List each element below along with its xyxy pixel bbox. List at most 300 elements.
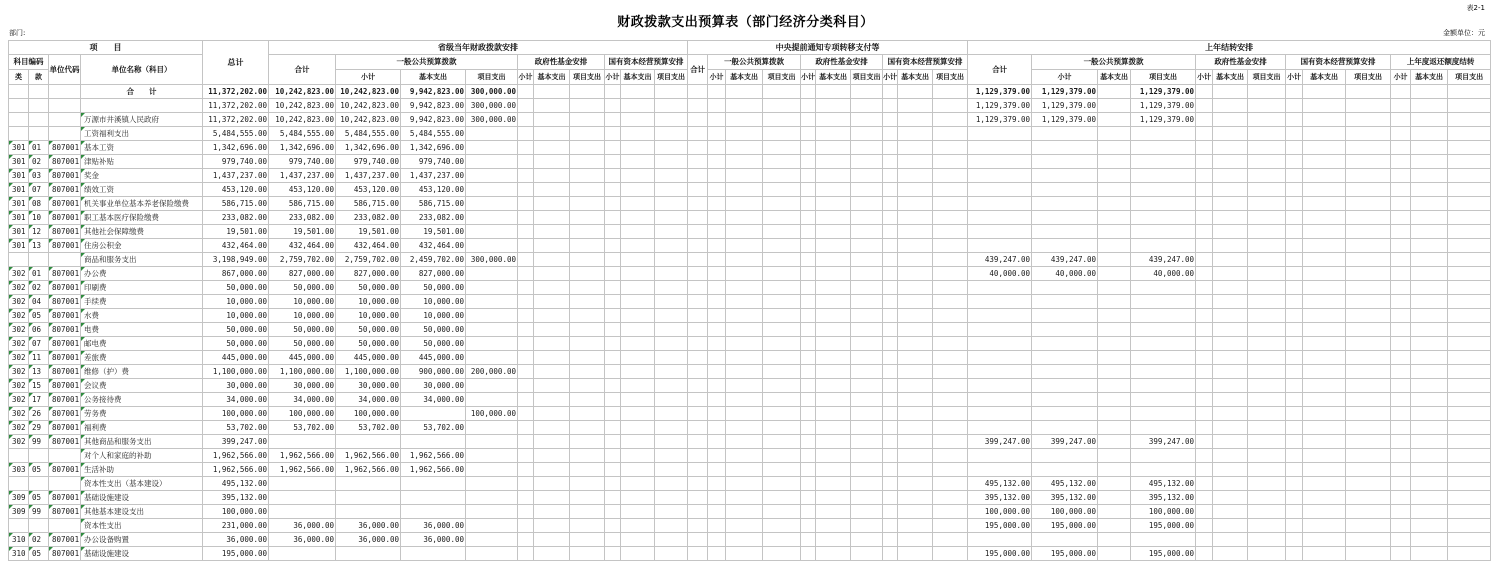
cell-prov-gen-basic[interactable]: 1,437,237.00: [401, 169, 466, 183]
cell-prov-state-basic[interactable]: [621, 85, 655, 99]
cell-prior-fund-basic[interactable]: [1213, 337, 1248, 351]
cell-cen-gen-proj[interactable]: [763, 505, 801, 519]
cell-cen-gen-basic[interactable]: [726, 169, 763, 183]
cell-cen-fund-basic[interactable]: [816, 113, 851, 127]
cell-prior-return-sub[interactable]: [1391, 253, 1411, 267]
cell-cen-gen-sub[interactable]: [708, 197, 726, 211]
cell-prior-fund-proj[interactable]: [1248, 379, 1286, 393]
cell-prior-fund-sub[interactable]: [1196, 99, 1213, 113]
cell-cen-gen-basic[interactable]: [726, 533, 763, 547]
cell-prior-fund-sub[interactable]: [1196, 393, 1213, 407]
cell-cen-fund-sub[interactable]: [801, 85, 816, 99]
cell-cen-fund-proj[interactable]: [851, 197, 883, 211]
cell-cen-state-sub[interactable]: [883, 421, 898, 435]
cell-prior-gen-sub[interactable]: [1032, 323, 1098, 337]
cell-prior-total[interactable]: 195,000.00: [968, 547, 1032, 561]
cell-prior-return-basic[interactable]: [1411, 113, 1448, 127]
cell-total[interactable]: 432,464.00: [203, 239, 269, 253]
cell-prior-total[interactable]: [968, 533, 1032, 547]
cell-prior-gen-basic[interactable]: [1098, 491, 1131, 505]
cell-prior-fund-sub[interactable]: [1196, 351, 1213, 365]
cell-prov-gen-proj[interactable]: [466, 225, 518, 239]
header-prior-state-sub[interactable]: 小计: [1286, 70, 1303, 85]
cell-unit-code[interactable]: 807001: [49, 533, 81, 547]
cell-prior-total[interactable]: 439,247.00: [968, 253, 1032, 267]
cell-prov-fund-proj[interactable]: [570, 435, 605, 449]
cell-prior-fund-basic[interactable]: [1213, 99, 1248, 113]
cell-cen-fund-basic[interactable]: [816, 141, 851, 155]
cell-prior-total[interactable]: [968, 407, 1032, 421]
cell-cen-fund-sub[interactable]: [801, 407, 816, 421]
cell-prov-gen-basic[interactable]: 233,082.00: [401, 211, 466, 225]
cell-prov-state-sub[interactable]: [605, 351, 621, 365]
cell-prov-fund-basic[interactable]: [534, 463, 570, 477]
cell-prov-gen-basic[interactable]: 2,459,702.00: [401, 253, 466, 267]
cell-prior-fund-proj[interactable]: [1248, 281, 1286, 295]
cell-prior-state-basic[interactable]: [1303, 281, 1346, 295]
cell-prior-fund-basic[interactable]: [1213, 169, 1248, 183]
cell-cen-fund-basic[interactable]: [816, 267, 851, 281]
cell-prior-return-proj[interactable]: [1448, 505, 1491, 519]
header-cen-gen[interactable]: 一般公共预算拨款: [708, 55, 801, 70]
cell-prov-gen-proj[interactable]: [466, 211, 518, 225]
cell-cen-state-proj[interactable]: [933, 337, 968, 351]
cell-cen-gen-sub[interactable]: [708, 267, 726, 281]
cell-prior-return-proj[interactable]: [1448, 113, 1491, 127]
cell-prov-state-sub[interactable]: [605, 477, 621, 491]
cell-prov-fund-sub[interactable]: [518, 421, 534, 435]
cell-prior-return-basic[interactable]: [1411, 309, 1448, 323]
cell-prov-state-basic[interactable]: [621, 449, 655, 463]
cell-prior-state-sub[interactable]: [1286, 421, 1303, 435]
cell-prior-gen-proj[interactable]: [1131, 463, 1196, 477]
cell-prior-state-proj[interactable]: [1346, 85, 1391, 99]
cell-prov-fund-basic[interactable]: [534, 211, 570, 225]
cell-prov-fund-basic[interactable]: [534, 309, 570, 323]
header-group-cen[interactable]: 中央提前通知专项转移支付等: [688, 41, 968, 55]
cell-prior-gen-sub[interactable]: 195,000.00: [1032, 547, 1098, 561]
cell-section[interactable]: 13: [29, 365, 49, 379]
cell-cen-fund-sub[interactable]: [801, 127, 816, 141]
cell-cen-fund-basic[interactable]: [816, 393, 851, 407]
cell-cen-state-proj[interactable]: [933, 351, 968, 365]
cell-prior-gen-basic[interactable]: [1098, 295, 1131, 309]
header-cen-total[interactable]: 合计: [688, 55, 708, 85]
cell-prior-gen-basic[interactable]: [1098, 421, 1131, 435]
cell-cen-gen-basic[interactable]: [726, 183, 763, 197]
cell-prior-return-basic[interactable]: [1411, 421, 1448, 435]
cell-prior-gen-proj[interactable]: 395,132.00: [1131, 491, 1196, 505]
cell-prov-fund-sub[interactable]: [518, 99, 534, 113]
cell-cen-total[interactable]: [688, 365, 708, 379]
cell-prior-state-basic[interactable]: [1303, 197, 1346, 211]
cell-prior-state-proj[interactable]: [1346, 421, 1391, 435]
cell-prior-return-sub[interactable]: [1391, 351, 1411, 365]
cell-cen-fund-sub[interactable]: [801, 197, 816, 211]
cell-cen-fund-sub[interactable]: [801, 533, 816, 547]
cell-prov-fund-proj[interactable]: [570, 141, 605, 155]
cell-class[interactable]: [9, 113, 29, 127]
cell-prior-total[interactable]: [968, 365, 1032, 379]
cell-cen-state-sub[interactable]: [883, 155, 898, 169]
cell-prior-fund-basic[interactable]: [1213, 491, 1248, 505]
cell-prior-fund-sub[interactable]: [1196, 463, 1213, 477]
cell-prior-gen-proj[interactable]: [1131, 169, 1196, 183]
header-prior-fund-proj[interactable]: 项目支出: [1248, 70, 1286, 85]
cell-prior-fund-basic[interactable]: [1213, 505, 1248, 519]
cell-prior-return-proj[interactable]: [1448, 127, 1491, 141]
cell-prior-state-basic[interactable]: [1303, 169, 1346, 183]
cell-prov-fund-sub[interactable]: [518, 365, 534, 379]
cell-prov-gen-basic[interactable]: 10,000.00: [401, 295, 466, 309]
cell-prior-total[interactable]: 40,000.00: [968, 267, 1032, 281]
cell-prior-fund-basic[interactable]: [1213, 477, 1248, 491]
cell-total[interactable]: 1,437,237.00: [203, 169, 269, 183]
cell-unit-code[interactable]: 807001: [49, 337, 81, 351]
cell-prior-return-proj[interactable]: [1448, 421, 1491, 435]
cell-prior-fund-proj[interactable]: [1248, 337, 1286, 351]
cell-cen-fund-proj[interactable]: [851, 407, 883, 421]
cell-prior-state-sub[interactable]: [1286, 239, 1303, 253]
cell-cen-total[interactable]: [688, 211, 708, 225]
cell-prov-fund-proj[interactable]: [570, 169, 605, 183]
cell-prior-fund-proj[interactable]: [1248, 267, 1286, 281]
cell-prov-fund-sub[interactable]: [518, 477, 534, 491]
cell-prior-return-proj[interactable]: [1448, 365, 1491, 379]
cell-prior-gen-sub[interactable]: [1032, 225, 1098, 239]
cell-class[interactable]: [9, 477, 29, 491]
cell-prov-gen-sub[interactable]: 586,715.00: [336, 197, 401, 211]
cell-cen-gen-proj[interactable]: [763, 239, 801, 253]
cell-prior-fund-basic[interactable]: [1213, 449, 1248, 463]
cell-section[interactable]: 29: [29, 421, 49, 435]
cell-cen-state-sub[interactable]: [883, 519, 898, 533]
cell-unit-name[interactable]: 工资福利支出: [81, 127, 203, 141]
cell-section[interactable]: 10: [29, 211, 49, 225]
cell-total[interactable]: 1,100,000.00: [203, 365, 269, 379]
cell-prior-gen-basic[interactable]: [1098, 141, 1131, 155]
cell-prov-fund-sub[interactable]: [518, 547, 534, 561]
cell-prior-gen-sub[interactable]: [1032, 211, 1098, 225]
cell-prov-gen-basic[interactable]: 827,000.00: [401, 267, 466, 281]
cell-prov-state-sub[interactable]: [605, 337, 621, 351]
cell-unit-name[interactable]: 绩效工资: [81, 183, 203, 197]
cell-prior-fund-basic[interactable]: [1213, 281, 1248, 295]
cell-prov-state-proj[interactable]: [655, 127, 688, 141]
cell-prov-state-sub[interactable]: [605, 393, 621, 407]
cell-unit-name[interactable]: 对个人和家庭的补助: [81, 449, 203, 463]
cell-prov-gen-basic[interactable]: 453,120.00: [401, 183, 466, 197]
cell-prior-fund-basic[interactable]: [1213, 295, 1248, 309]
cell-prior-gen-sub[interactable]: [1032, 127, 1098, 141]
cell-prior-gen-proj[interactable]: [1131, 365, 1196, 379]
cell-prior-state-sub[interactable]: [1286, 267, 1303, 281]
cell-cen-fund-basic[interactable]: [816, 519, 851, 533]
cell-prov-gen-proj[interactable]: [466, 435, 518, 449]
cell-cen-state-sub[interactable]: [883, 351, 898, 365]
cell-class[interactable]: 302: [9, 281, 29, 295]
cell-cen-gen-basic[interactable]: [726, 505, 763, 519]
cell-prov-fund-proj[interactable]: [570, 309, 605, 323]
header-cen-gen-sub[interactable]: 小计: [708, 70, 726, 85]
cell-prov-fund-sub[interactable]: [518, 239, 534, 253]
cell-unit-code[interactable]: [49, 127, 81, 141]
cell-cen-gen-sub[interactable]: [708, 183, 726, 197]
cell-prior-fund-basic[interactable]: [1213, 141, 1248, 155]
cell-unit-code[interactable]: 807001: [49, 547, 81, 561]
cell-prior-state-proj[interactable]: [1346, 477, 1391, 491]
cell-section[interactable]: 05: [29, 309, 49, 323]
cell-prior-total[interactable]: [968, 211, 1032, 225]
cell-total[interactable]: 453,120.00: [203, 183, 269, 197]
cell-prior-gen-basic[interactable]: [1098, 253, 1131, 267]
cell-cen-state-basic[interactable]: [898, 365, 933, 379]
cell-prior-fund-proj[interactable]: [1248, 533, 1286, 547]
cell-cen-gen-sub[interactable]: [708, 323, 726, 337]
cell-prov-total[interactable]: 36,000.00: [269, 533, 336, 547]
cell-cen-gen-sub[interactable]: [708, 407, 726, 421]
cell-prov-gen-basic[interactable]: [401, 547, 466, 561]
cell-cen-gen-basic[interactable]: [726, 463, 763, 477]
cell-prior-fund-sub[interactable]: [1196, 253, 1213, 267]
cell-unit-code[interactable]: [49, 519, 81, 533]
cell-prior-state-proj[interactable]: [1346, 211, 1391, 225]
cell-section[interactable]: 15: [29, 379, 49, 393]
cell-prior-state-proj[interactable]: [1346, 239, 1391, 253]
cell-section[interactable]: 04: [29, 295, 49, 309]
cell-cen-fund-proj[interactable]: [851, 239, 883, 253]
cell-prior-state-sub[interactable]: [1286, 393, 1303, 407]
cell-cen-fund-sub[interactable]: [801, 379, 816, 393]
cell-class[interactable]: 301: [9, 239, 29, 253]
cell-total[interactable]: 53,702.00: [203, 421, 269, 435]
cell-cen-state-basic[interactable]: [898, 239, 933, 253]
cell-prov-gen-sub[interactable]: [336, 505, 401, 519]
cell-unit-name[interactable]: 维修（护）费: [81, 365, 203, 379]
cell-prior-state-basic[interactable]: [1303, 127, 1346, 141]
cell-prior-return-sub[interactable]: [1391, 113, 1411, 127]
cell-prior-state-sub[interactable]: [1286, 407, 1303, 421]
cell-prov-state-sub[interactable]: [605, 449, 621, 463]
cell-prior-return-proj[interactable]: [1448, 239, 1491, 253]
cell-prov-gen-sub[interactable]: 1,437,237.00: [336, 169, 401, 183]
cell-prior-fund-proj[interactable]: [1248, 365, 1286, 379]
cell-prior-fund-sub[interactable]: [1196, 85, 1213, 99]
cell-unit-code[interactable]: 807001: [49, 141, 81, 155]
cell-prior-state-basic[interactable]: [1303, 491, 1346, 505]
cell-prior-state-proj[interactable]: [1346, 519, 1391, 533]
cell-cen-gen-sub[interactable]: [708, 477, 726, 491]
cell-prov-gen-basic[interactable]: 445,000.00: [401, 351, 466, 365]
cell-unit-code[interactable]: 807001: [49, 491, 81, 505]
cell-cen-fund-basic[interactable]: [816, 295, 851, 309]
cell-cen-state-sub[interactable]: [883, 309, 898, 323]
cell-prov-fund-proj[interactable]: [570, 463, 605, 477]
cell-cen-state-basic[interactable]: [898, 421, 933, 435]
cell-prov-state-proj[interactable]: [655, 183, 688, 197]
cell-prov-fund-basic[interactable]: [534, 393, 570, 407]
cell-total[interactable]: 195,000.00: [203, 547, 269, 561]
cell-prior-gen-sub[interactable]: 40,000.00: [1032, 267, 1098, 281]
cell-prior-total[interactable]: [968, 351, 1032, 365]
cell-cen-total[interactable]: [688, 477, 708, 491]
cell-prov-gen-proj[interactable]: [466, 449, 518, 463]
cell-section[interactable]: 12: [29, 225, 49, 239]
cell-cen-fund-sub[interactable]: [801, 547, 816, 561]
cell-prov-total[interactable]: [269, 505, 336, 519]
cell-cen-state-basic[interactable]: [898, 435, 933, 449]
cell-section[interactable]: [29, 519, 49, 533]
cell-prior-return-basic[interactable]: [1411, 267, 1448, 281]
cell-prov-fund-proj[interactable]: [570, 225, 605, 239]
cell-prov-fund-sub[interactable]: [518, 197, 534, 211]
cell-cen-total[interactable]: [688, 141, 708, 155]
cell-prov-gen-basic[interactable]: 53,702.00: [401, 421, 466, 435]
cell-prior-state-basic[interactable]: [1303, 365, 1346, 379]
cell-unit-name[interactable]: 万源市井溪镇人民政府: [81, 113, 203, 127]
cell-prior-return-sub[interactable]: [1391, 141, 1411, 155]
cell-prov-state-basic[interactable]: [621, 197, 655, 211]
cell-prior-state-basic[interactable]: [1303, 253, 1346, 267]
cell-prov-gen-sub[interactable]: 1,100,000.00: [336, 365, 401, 379]
cell-total[interactable]: 10,000.00: [203, 295, 269, 309]
cell-prior-fund-basic[interactable]: [1213, 393, 1248, 407]
cell-prior-fund-sub[interactable]: [1196, 127, 1213, 141]
cell-prior-state-sub[interactable]: [1286, 435, 1303, 449]
header-prov-gen-sub[interactable]: 小计: [336, 70, 401, 85]
cell-cen-fund-sub[interactable]: [801, 281, 816, 295]
cell-cen-state-basic[interactable]: [898, 463, 933, 477]
cell-prior-return-proj[interactable]: [1448, 533, 1491, 547]
cell-cen-state-proj[interactable]: [933, 197, 968, 211]
cell-cen-state-proj[interactable]: [933, 281, 968, 295]
cell-prior-total[interactable]: 100,000.00: [968, 505, 1032, 519]
cell-prior-fund-sub[interactable]: [1196, 477, 1213, 491]
cell-prior-state-proj[interactable]: [1346, 281, 1391, 295]
cell-prov-gen-basic[interactable]: 1,342,696.00: [401, 141, 466, 155]
cell-cen-fund-basic[interactable]: [816, 491, 851, 505]
cell-prov-fund-sub[interactable]: [518, 155, 534, 169]
cell-prov-state-basic[interactable]: [621, 113, 655, 127]
cell-prov-gen-sub[interactable]: 1,962,566.00: [336, 463, 401, 477]
cell-cen-total[interactable]: [688, 379, 708, 393]
cell-prior-fund-proj[interactable]: [1248, 99, 1286, 113]
cell-prov-gen-proj[interactable]: [466, 281, 518, 295]
cell-cen-fund-basic[interactable]: [816, 463, 851, 477]
cell-prior-return-sub[interactable]: [1391, 421, 1411, 435]
cell-prior-gen-sub[interactable]: [1032, 295, 1098, 309]
header-prov-gen-proj[interactable]: 项目支出: [466, 70, 518, 85]
cell-prior-return-proj[interactable]: [1448, 99, 1491, 113]
cell-prior-return-sub[interactable]: [1391, 435, 1411, 449]
cell-prior-fund-sub[interactable]: [1196, 295, 1213, 309]
cell-cen-gen-proj[interactable]: [763, 295, 801, 309]
cell-cen-state-basic[interactable]: [898, 491, 933, 505]
cell-prov-gen-proj[interactable]: 300,000.00: [466, 253, 518, 267]
cell-cen-state-sub[interactable]: [883, 533, 898, 547]
cell-prior-fund-basic[interactable]: [1213, 267, 1248, 281]
cell-cen-state-proj[interactable]: [933, 463, 968, 477]
cell-total[interactable]: 495,132.00: [203, 477, 269, 491]
cell-total[interactable]: 10,000.00: [203, 309, 269, 323]
cell-cen-total[interactable]: [688, 267, 708, 281]
header-group-prior[interactable]: 上年结转安排: [968, 41, 1491, 55]
cell-prov-fund-basic[interactable]: [534, 323, 570, 337]
cell-cen-state-sub[interactable]: [883, 141, 898, 155]
cell-prior-total[interactable]: 399,247.00: [968, 435, 1032, 449]
cell-unit-code[interactable]: 807001: [49, 267, 81, 281]
cell-prior-state-basic[interactable]: [1303, 519, 1346, 533]
cell-prov-fund-sub[interactable]: [518, 281, 534, 295]
cell-section[interactable]: [29, 85, 49, 99]
cell-cen-state-basic[interactable]: [898, 155, 933, 169]
cell-prior-fund-basic[interactable]: [1213, 253, 1248, 267]
cell-cen-state-basic[interactable]: [898, 519, 933, 533]
cell-cen-fund-proj[interactable]: [851, 337, 883, 351]
header-prov-state-basic[interactable]: 基本支出: [621, 70, 655, 85]
cell-prior-fund-basic[interactable]: [1213, 113, 1248, 127]
cell-prov-gen-sub[interactable]: 10,242,823.00: [336, 99, 401, 113]
cell-prov-gen-proj[interactable]: [466, 183, 518, 197]
cell-prior-total[interactable]: [968, 393, 1032, 407]
cell-class[interactable]: 310: [9, 533, 29, 547]
cell-cen-state-sub[interactable]: [883, 197, 898, 211]
cell-prov-state-basic[interactable]: [621, 323, 655, 337]
cell-prior-return-sub[interactable]: [1391, 85, 1411, 99]
cell-cen-gen-basic[interactable]: [726, 85, 763, 99]
cell-prior-gen-basic[interactable]: [1098, 533, 1131, 547]
cell-prior-return-basic[interactable]: [1411, 407, 1448, 421]
cell-cen-fund-basic[interactable]: [816, 281, 851, 295]
cell-prov-fund-basic[interactable]: [534, 491, 570, 505]
cell-prov-fund-basic[interactable]: [534, 225, 570, 239]
cell-unit-code[interactable]: 807001: [49, 463, 81, 477]
cell-cen-fund-proj[interactable]: [851, 463, 883, 477]
cell-prov-gen-sub[interactable]: 10,000.00: [336, 295, 401, 309]
cell-prov-fund-basic[interactable]: [534, 197, 570, 211]
cell-cen-gen-sub[interactable]: [708, 491, 726, 505]
cell-total[interactable]: 50,000.00: [203, 323, 269, 337]
cell-prov-fund-sub[interactable]: [518, 407, 534, 421]
cell-cen-state-sub[interactable]: [883, 281, 898, 295]
cell-unit-code[interactable]: 807001: [49, 197, 81, 211]
cell-prov-gen-proj[interactable]: [466, 155, 518, 169]
cell-cen-state-sub[interactable]: [883, 211, 898, 225]
header-project[interactable]: 项 目: [9, 41, 203, 55]
cell-cen-fund-proj[interactable]: [851, 281, 883, 295]
cell-prov-total[interactable]: 1,342,696.00: [269, 141, 336, 155]
cell-unit-code[interactable]: 807001: [49, 407, 81, 421]
cell-prov-fund-proj[interactable]: [570, 281, 605, 295]
cell-prior-fund-proj[interactable]: [1248, 351, 1286, 365]
cell-prior-return-sub[interactable]: [1391, 323, 1411, 337]
cell-unit-name[interactable]: 其他商品和服务支出: [81, 435, 203, 449]
cell-cen-fund-proj[interactable]: [851, 225, 883, 239]
cell-cen-fund-sub[interactable]: [801, 253, 816, 267]
cell-prov-gen-sub[interactable]: 1,962,566.00: [336, 449, 401, 463]
cell-prior-gen-basic[interactable]: [1098, 477, 1131, 491]
cell-prov-fund-proj[interactable]: [570, 365, 605, 379]
cell-prov-gen-sub[interactable]: 30,000.00: [336, 379, 401, 393]
header-prior-state[interactable]: 国有资本经营预算安排: [1286, 55, 1391, 70]
cell-prior-gen-sub[interactable]: 1,129,379.00: [1032, 113, 1098, 127]
cell-cen-total[interactable]: [688, 463, 708, 477]
cell-prior-return-basic[interactable]: [1411, 519, 1448, 533]
cell-prov-gen-basic[interactable]: 9,942,823.00: [401, 85, 466, 99]
cell-prior-gen-proj[interactable]: 439,247.00: [1131, 253, 1196, 267]
cell-prov-fund-sub[interactable]: [518, 211, 534, 225]
cell-cen-fund-basic[interactable]: [816, 449, 851, 463]
